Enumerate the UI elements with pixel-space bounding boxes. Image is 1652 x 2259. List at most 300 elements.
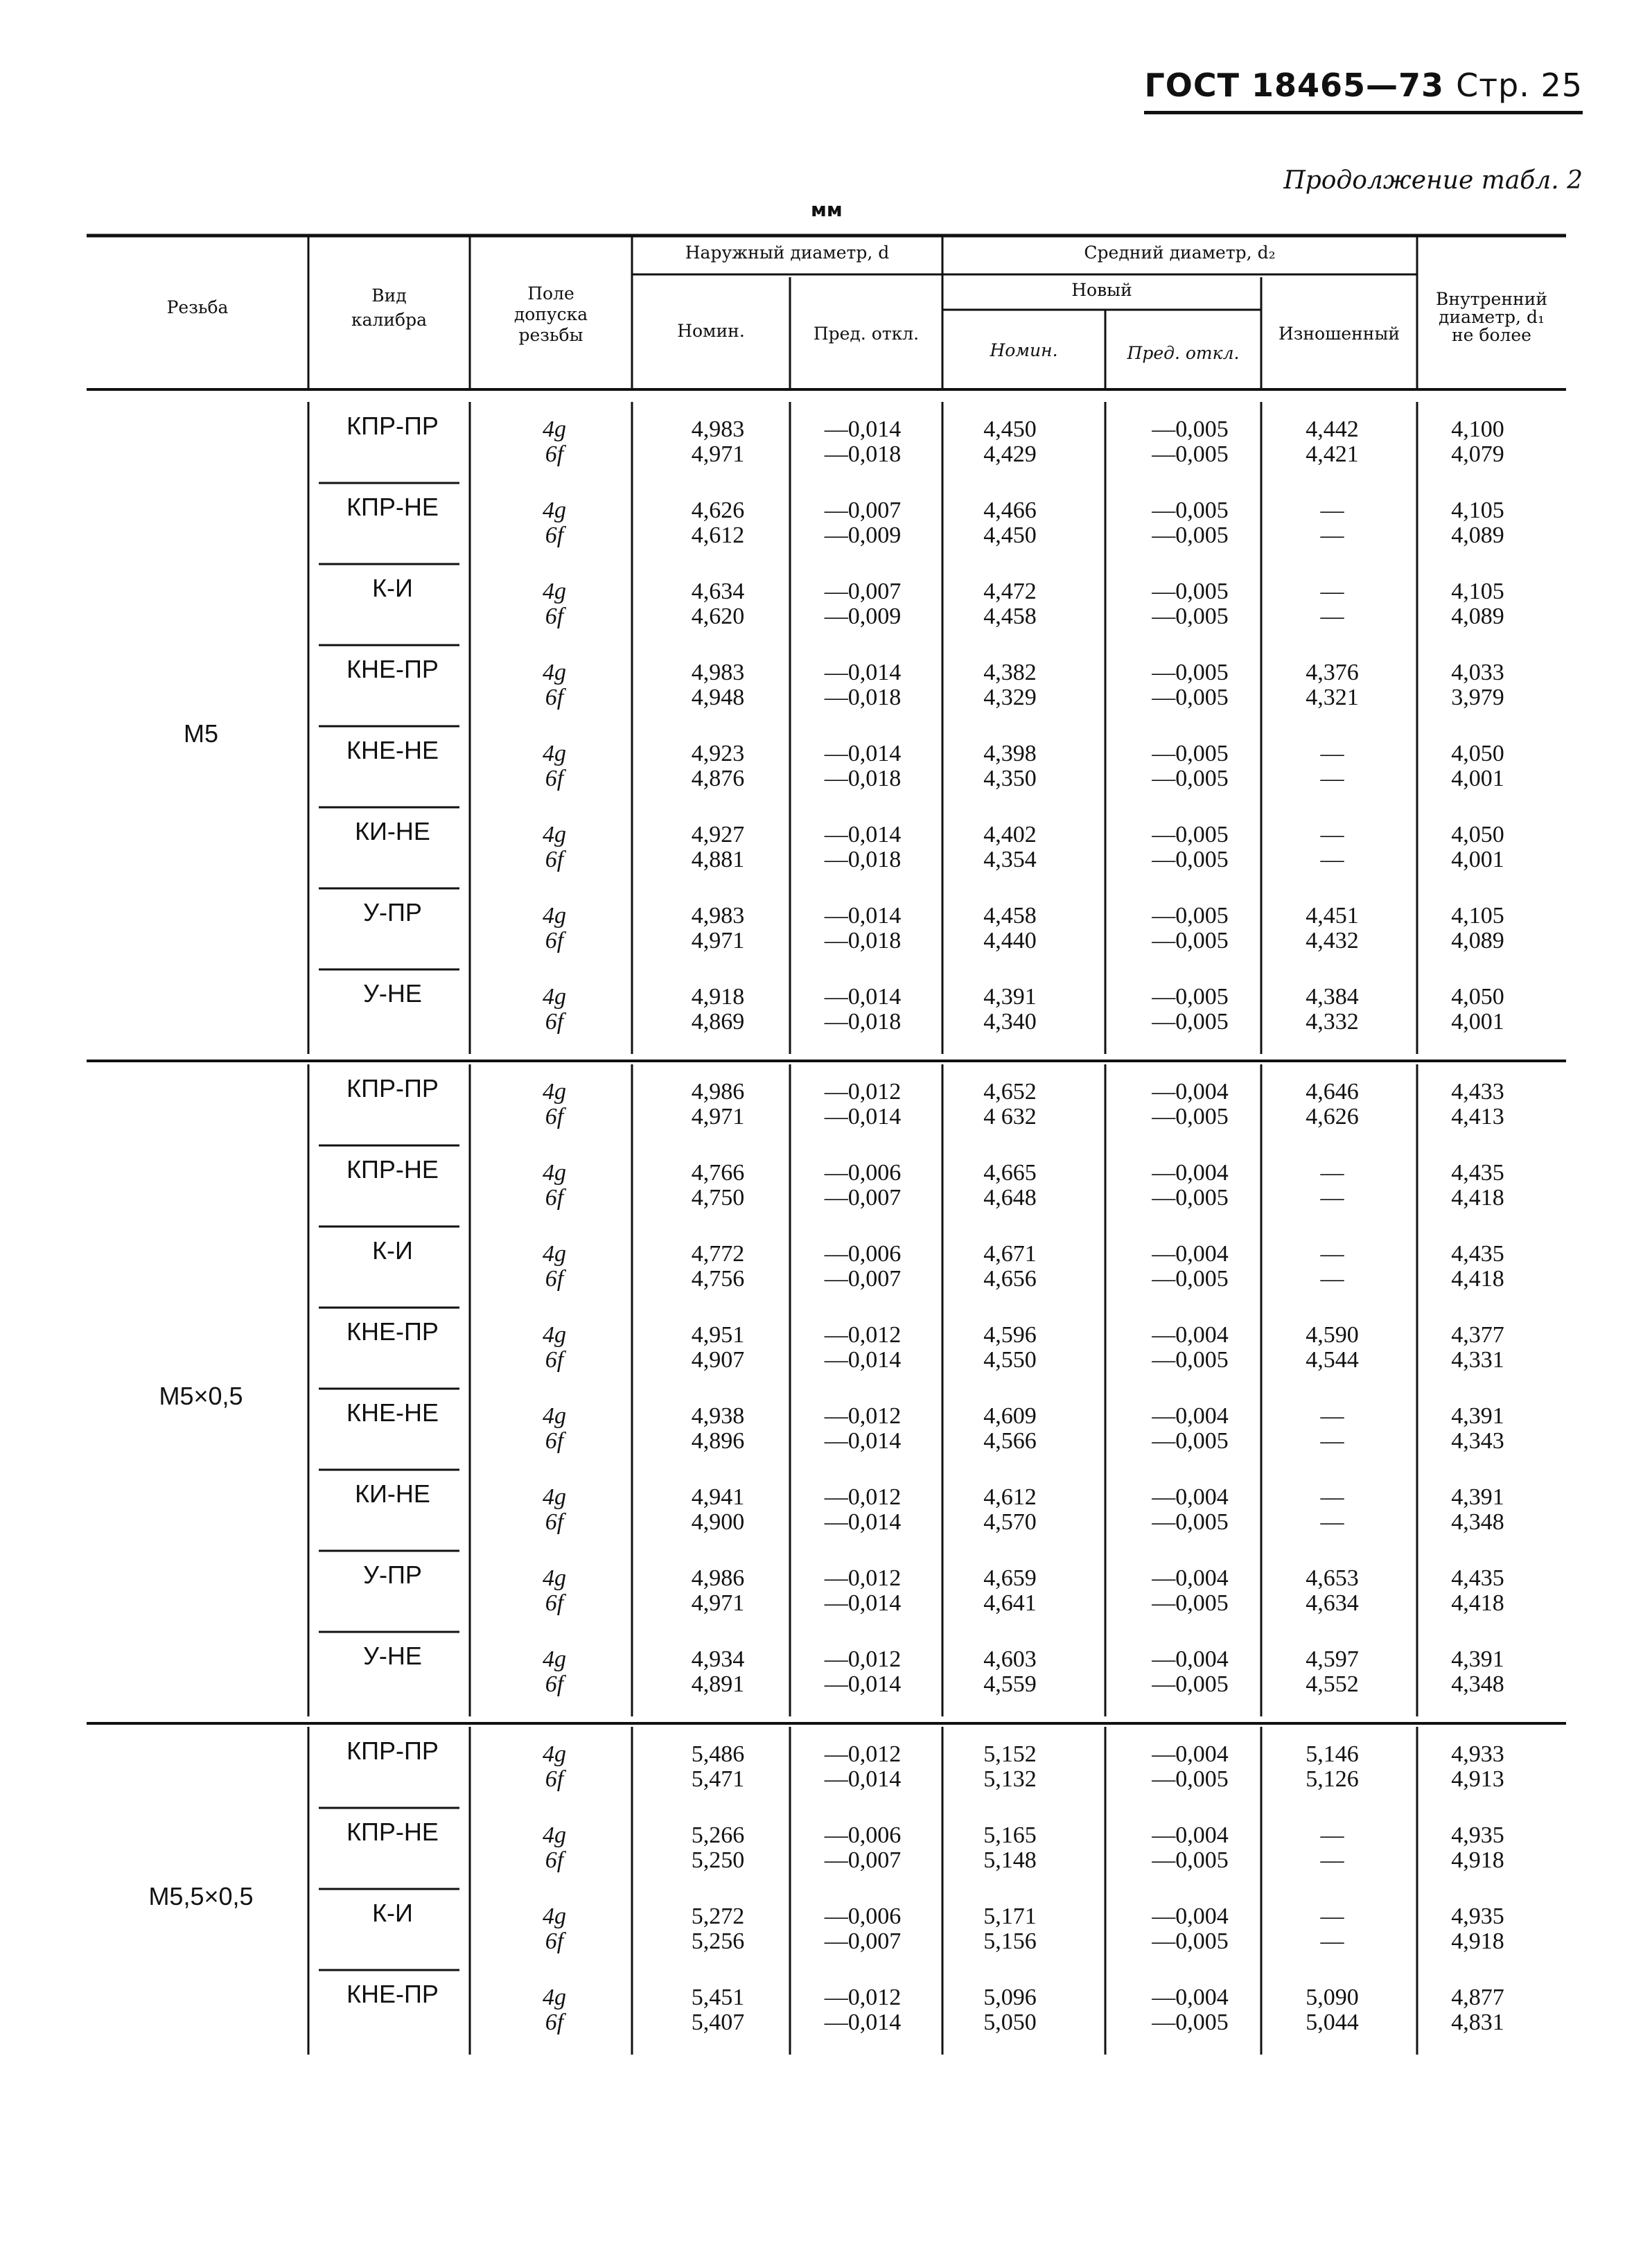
value-cell: 4,466 [983,498,1037,523]
value-cell: 4,659 [983,1565,1037,1591]
tolerance-cell: 6f [545,1509,564,1535]
value-cell: — [1320,1160,1344,1186]
value-cell: 4,665 [983,1160,1037,1186]
value-cell: 4,941 [691,1484,745,1510]
tolerance-cell: 4g [543,741,566,766]
value-cell: —0,004 [1152,1241,1229,1267]
gauge-type-cell: КПР-НЕ [346,1155,439,1184]
header-tolerance: Поле [527,283,574,304]
value-cell: 4,376 [1306,660,1359,685]
units-label: мм [811,198,843,221]
value-cell: —0,005 [1152,1928,1229,1954]
value-cell: —0,014 [824,903,902,929]
tolerance-cell: 6f [545,1590,564,1616]
value-cell: 4,935 [1451,1904,1504,1929]
tolerance-cell: 6f [545,1671,564,1697]
tolerance-cell: 6f [545,604,564,629]
page-number: Стр. 25 [1456,67,1583,104]
value-cell: 4,418 [1451,1590,1504,1616]
value-cell: —0,005 [1152,928,1229,953]
header-inner-diameter: Внутренний [1435,289,1548,309]
value-cell: —0,018 [824,685,902,710]
value-cell: 4,472 [983,579,1037,604]
value-cell: 4,648 [983,1185,1037,1211]
value-cell: —0,014 [824,741,902,766]
value-cell: 4,435 [1451,1565,1504,1591]
value-cell: —0,018 [824,766,902,791]
value-cell: 4,391 [1451,1484,1504,1510]
tolerance-cell: 6f [545,1185,564,1211]
value-cell: 4,089 [1451,928,1504,953]
header-thread: Резьба [166,297,229,317]
value-cell: —0,005 [1152,1590,1229,1616]
value-cell: 4,329 [983,685,1037,710]
value-cell: 4,418 [1451,1185,1504,1211]
value-cell: —0,014 [824,822,902,847]
value-cell: 4,354 [983,847,1037,872]
value-cell: —0,005 [1152,1766,1229,1792]
value-cell: 4,050 [1451,741,1504,766]
value-cell: 4,432 [1306,928,1359,953]
header-mid-new: Новый [1071,280,1132,300]
value-cell: —0,012 [824,1565,902,1591]
value-cell: 4,983 [691,660,745,685]
value-cell: 4,831 [1451,2010,1504,2035]
value-cell: — [1320,1403,1344,1429]
tolerance-cell: 6f [545,685,564,710]
value-cell: —0,005 [1152,1428,1229,1454]
value-cell: —0,005 [1152,522,1229,548]
value-cell: —0,005 [1152,741,1229,766]
value-cell: 4,413 [1451,1104,1504,1130]
value-cell: 4,971 [691,441,745,467]
tolerance-cell: 6f [545,1104,564,1130]
value-cell: — [1320,498,1344,523]
value-cell: —0,014 [824,1671,902,1697]
value-cell: —0,018 [824,441,902,467]
value-cell: 4,671 [983,1241,1037,1267]
thread-size-label: M5 [183,719,219,748]
gauge-type-cell: У-НЕ [363,979,422,1008]
value-cell: 4,001 [1451,1009,1504,1035]
gauge-type-cell: КНЕ-ПР [346,655,439,683]
value-cell: — [1320,1185,1344,1211]
value-cell: 4,105 [1451,579,1504,604]
value-cell: —0,012 [824,1646,902,1672]
value-cell: 4,891 [691,1671,745,1697]
value-cell: — [1320,1266,1344,1292]
value-cell: 4,079 [1451,441,1504,467]
value-cell: 4,391 [983,984,1037,1010]
value-cell: 4,634 [1306,1590,1359,1616]
tolerance-cell: 4g [543,822,566,847]
value-cell: —0,007 [824,579,902,604]
header-mid-deviation: Пред. откл. [1127,343,1240,363]
value-cell: —0,007 [824,1266,902,1292]
value-cell: —0,007 [824,1928,902,1954]
value-cell: 4,869 [691,1009,745,1035]
value-cell: 4,948 [691,685,745,710]
value-cell: —0,007 [824,498,902,523]
value-cell: —0,005 [1152,1509,1229,1535]
value-cell: —0,004 [1152,1904,1229,1929]
gauge-type-cell: КНЕ-ПР [346,1317,439,1346]
tolerance-cell: 6f [545,522,564,548]
value-cell: 5,256 [691,1928,745,1954]
value-cell: 4,983 [691,416,745,442]
standard-number: ГОСТ 18465—73 [1144,67,1445,104]
gauge-type-cell: У-ПР [363,898,422,926]
value-cell: —0,005 [1152,847,1229,872]
value-cell: 4,559 [983,1671,1037,1697]
value-cell: —0,004 [1152,1822,1229,1848]
value-cell: —0,005 [1152,984,1229,1010]
value-cell: 4,986 [691,1079,745,1105]
header-mid-diameter: Средний диаметр, d₂ [1084,243,1276,263]
value-cell: 4,348 [1451,1671,1504,1697]
tolerance-cell: 4g [543,1985,566,2010]
tolerance-cell: 4g [543,1079,566,1105]
gauge-type-cell: КПР-ПР [346,1074,439,1102]
value-cell: 4,918 [691,984,745,1010]
gauge-type-cell: КИ-НЕ [355,817,430,845]
value-cell: —0,006 [824,1904,902,1929]
gauge-type-cell: У-НЕ [363,1642,422,1670]
value-cell: 4,001 [1451,766,1504,791]
value-cell: — [1320,1241,1344,1267]
value-cell: 4,544 [1306,1347,1359,1373]
value-cell: 4,100 [1451,416,1504,442]
tolerance-cell: 4g [543,1322,566,1348]
tolerance-cell: 6f [545,1428,564,1454]
value-cell: 4,612 [691,522,745,548]
value-cell: 4,402 [983,822,1037,847]
gauge-type-cell: КПР-ПР [346,1737,439,1765]
tolerance-cell: 4g [543,1484,566,1510]
value-cell: 4,652 [983,1079,1037,1105]
value-cell: 4,986 [691,1565,745,1591]
header-tolerance: допуска [513,304,588,324]
tolerance-cell: 6f [545,2010,564,2035]
value-cell: —0,005 [1152,660,1229,685]
value-cell: 4,458 [983,903,1037,929]
tolerance-cell: 6f [545,1266,564,1292]
header-gauge-type: калибра [351,310,428,330]
value-cell: 4 632 [983,1104,1037,1130]
value-cell: 4,881 [691,847,745,872]
value-cell: —0,014 [824,1347,902,1373]
header-outer-nominal: Номин. [677,321,745,341]
value-cell: — [1320,1509,1344,1535]
value-cell: 4,877 [1451,1985,1504,2010]
value-cell: 4,609 [983,1403,1037,1429]
value-cell: — [1320,1928,1344,1954]
value-cell: 4,590 [1306,1322,1359,1348]
value-cell: —0,005 [1152,1009,1229,1035]
value-cell: —0,014 [824,1104,902,1130]
value-cell: — [1320,604,1344,629]
tolerance-cell: 4g [543,579,566,604]
value-cell: 5,090 [1306,1985,1359,2010]
gauge-type-cell: КНЕ-НЕ [346,1398,439,1427]
gauge-type-cell: КИ-НЕ [355,1479,430,1508]
value-cell: —0,004 [1152,1646,1229,1672]
value-cell: —0,006 [824,1241,902,1267]
value-cell: —0,004 [1152,1079,1229,1105]
gauge-type-cell: К-И [372,1236,413,1265]
value-cell: 4,566 [983,1428,1037,1454]
value-cell: 4,391 [1451,1646,1504,1672]
value-cell: 5,407 [691,2010,745,2035]
value-cell: — [1320,1428,1344,1454]
tolerance-cell: 6f [545,1347,564,1373]
tolerance-cell: 4g [543,1904,566,1929]
value-cell: —0,006 [824,1822,902,1848]
value-cell: 4,001 [1451,847,1504,872]
value-cell: 4,451 [1306,903,1359,929]
tolerance-cell: 6f [545,1928,564,1954]
tolerance-cell: 6f [545,766,564,791]
value-cell: 4,612 [983,1484,1037,1510]
value-cell: 4,653 [1306,1565,1359,1591]
value-cell: 4,433 [1451,1079,1504,1105]
value-cell: —0,005 [1152,1104,1229,1130]
tolerance-cell: 4g [543,1822,566,1848]
value-cell: 4,923 [691,741,745,766]
header-inner-diameter: диаметр, d₁ [1439,307,1545,327]
value-cell: 4,935 [1451,1822,1504,1848]
tolerance-cell: 4g [543,1160,566,1186]
value-cell: 4,552 [1306,1671,1359,1697]
value-cell: 4,934 [691,1646,745,1672]
value-cell: —0,018 [824,847,902,872]
value-cell: —0,005 [1152,1847,1229,1873]
value-cell: —0,005 [1152,822,1229,847]
header-gauge-type: Вид [371,285,407,306]
value-cell: 4,321 [1306,685,1359,710]
value-cell: 5,148 [983,1847,1037,1873]
gauge-type-cell: К-И [372,1899,413,1927]
value-cell: 4,331 [1451,1347,1504,1373]
value-cell: —0,009 [824,522,902,548]
value-cell: — [1320,822,1344,847]
value-cell: 4,421 [1306,441,1359,467]
value-cell: 4,603 [983,1646,1037,1672]
value-cell: 4,442 [1306,416,1359,442]
value-cell: 5,146 [1306,1741,1359,1767]
value-cell: 4,620 [691,604,745,629]
tolerance-cell: 6f [545,1766,564,1792]
header-tolerance: резьбы [518,325,583,345]
value-cell: —0,014 [824,2010,902,2035]
value-cell: —0,014 [824,1509,902,1535]
header-outer-diameter: Наружный диаметр, d [685,243,890,263]
thread-size-label: M5×0,5 [159,1382,243,1410]
tolerance-cell: 4g [543,1565,566,1591]
value-cell: —0,014 [824,984,902,1010]
tolerance-cell: 4g [543,903,566,929]
value-cell: 5,486 [691,1741,745,1767]
value-cell: 4,343 [1451,1428,1504,1454]
tolerance-cell: 6f [545,441,564,467]
value-cell: 5,152 [983,1741,1037,1767]
value-cell: 4,435 [1451,1241,1504,1267]
value-cell: 5,132 [983,1766,1037,1792]
value-cell: —0,004 [1152,1484,1229,1510]
value-cell: 4,933 [1451,1741,1504,1767]
value-cell: —0,005 [1152,441,1229,467]
tolerance-cell: 6f [545,928,564,953]
value-cell: 4,971 [691,928,745,953]
tolerance-cell: 6f [545,1847,564,1873]
gauge-type-cell: К-И [372,574,413,602]
gauge-type-cell: КНЕ-НЕ [346,736,439,764]
value-cell: 4,550 [983,1347,1037,1373]
value-cell: — [1320,1484,1344,1510]
value-cell: 4,391 [1451,1403,1504,1429]
value-cell: 4,983 [691,903,745,929]
value-cell: 4,971 [691,1104,745,1130]
value-cell: —0,007 [824,1847,902,1873]
header-outer-deviation: Пред. откл. [813,324,920,344]
thread-size-label: M5,5×0,5 [148,1882,254,1910]
value-cell: 4,377 [1451,1322,1504,1348]
value-cell: 4,971 [691,1590,745,1616]
tolerance-cell: 4g [543,1646,566,1672]
value-cell: — [1320,1847,1344,1873]
value-cell: —0,005 [1152,1266,1229,1292]
value-cell: 4,772 [691,1241,745,1267]
value-cell: — [1320,1904,1344,1929]
value-cell: —0,014 [824,416,902,442]
value-cell: 4,458 [983,604,1037,629]
value-cell: —0,004 [1152,1565,1229,1591]
value-cell: — [1320,741,1344,766]
value-cell: —0,004 [1152,1403,1229,1429]
value-cell: 4,418 [1451,1266,1504,1292]
value-cell: 4,938 [691,1403,745,1429]
value-cell: 4,766 [691,1160,745,1186]
header-inner-diameter: не более [1452,325,1531,345]
gauge-type-cell: КПР-НЕ [346,493,439,521]
value-cell: 4,033 [1451,660,1504,685]
gauge-type-cell: У-ПР [363,1561,422,1589]
value-cell: 4,951 [691,1322,745,1348]
value-cell: 4,918 [1451,1928,1504,1954]
gauge-type-cell: КНЕ-ПР [346,1980,439,2008]
value-cell: 4,646 [1306,1079,1359,1105]
tolerance-cell: 4g [543,416,566,442]
value-cell: — [1320,847,1344,872]
value-cell: —0,012 [824,1322,902,1348]
value-cell: 5,266 [691,1822,745,1848]
value-cell: —0,005 [1152,579,1229,604]
value-cell: —0,005 [1152,766,1229,791]
value-cell: —0,014 [824,660,902,685]
value-cell: 4,429 [983,441,1037,467]
value-cell: 5,165 [983,1822,1037,1848]
value-cell: —0,004 [1152,1985,1229,2010]
value-cell: —0,014 [824,1766,902,1792]
value-cell: 4,398 [983,741,1037,766]
table-continuation-label: Продолжение табл. 2 [1283,166,1583,195]
value-cell: 4,384 [1306,984,1359,1010]
tolerance-cell: 4g [543,1403,566,1429]
value-cell: —0,004 [1152,1322,1229,1348]
value-cell: —0,005 [1152,416,1229,442]
value-cell: 4,350 [983,766,1037,791]
value-cell: —0,007 [824,1185,902,1211]
value-cell: —0,012 [824,1741,902,1767]
value-cell: —0,005 [1152,604,1229,629]
value-cell: 5,451 [691,1985,745,2010]
value-cell: —0,004 [1152,1741,1229,1767]
value-cell: —0,006 [824,1160,902,1186]
value-cell: 5,044 [1306,2010,1359,2035]
value-cell: 4,913 [1451,1766,1504,1792]
tolerance-cell: 4g [543,1241,566,1267]
value-cell: 4,348 [1451,1509,1504,1535]
value-cell: —0,012 [824,1079,902,1105]
value-cell: 5,272 [691,1904,745,1929]
value-cell: 4,927 [691,822,745,847]
gauge-type-cell: КПР-НЕ [346,1818,439,1846]
value-cell: —0,014 [824,1590,902,1616]
value-cell: —0,005 [1152,1185,1229,1211]
value-cell: —0,005 [1152,903,1229,929]
value-cell: 4,089 [1451,522,1504,548]
value-cell: 4,332 [1306,1009,1359,1035]
value-cell: 4,435 [1451,1160,1504,1186]
value-cell: 4,050 [1451,984,1504,1010]
value-cell: —0,005 [1152,2010,1229,2035]
tolerance-cell: 4g [543,498,566,523]
value-cell: 5,171 [983,1904,1037,1929]
value-cell: —0,005 [1152,1671,1229,1697]
value-cell: 4,105 [1451,903,1504,929]
value-cell: 4,597 [1306,1646,1359,1672]
value-cell: 4,896 [691,1428,745,1454]
value-cell: 5,471 [691,1766,745,1792]
value-cell: 5,126 [1306,1766,1359,1792]
value-cell: — [1320,522,1344,548]
value-cell: 4,756 [691,1266,745,1292]
tolerance-cell: 4g [543,660,566,685]
value-cell: —0,005 [1152,1347,1229,1373]
value-cell: 4,626 [1306,1104,1359,1130]
header-worn: Изношенный [1278,324,1400,344]
value-cell: —0,005 [1152,498,1229,523]
value-cell: 4,570 [983,1509,1037,1535]
value-cell: 5,250 [691,1847,745,1873]
tolerance-cell: 4g [543,984,566,1010]
value-cell: —0,012 [824,1985,902,2010]
value-cell: 4,918 [1451,1847,1504,1873]
tolerance-cell: 6f [545,1009,564,1035]
value-cell: 4,382 [983,660,1037,685]
value-cell: —0,012 [824,1484,902,1510]
value-cell: 5,156 [983,1928,1037,1954]
value-cell: — [1320,1822,1344,1848]
value-cell: —0,012 [824,1403,902,1429]
value-cell: 4,626 [691,498,745,523]
value-cell: —0,005 [1152,685,1229,710]
value-cell: 4,907 [691,1347,745,1373]
header-mid-nominal: Номин. [990,340,1058,360]
value-cell: —0,009 [824,604,902,629]
value-cell: 4,641 [983,1590,1037,1616]
value-cell: 4,596 [983,1322,1037,1348]
